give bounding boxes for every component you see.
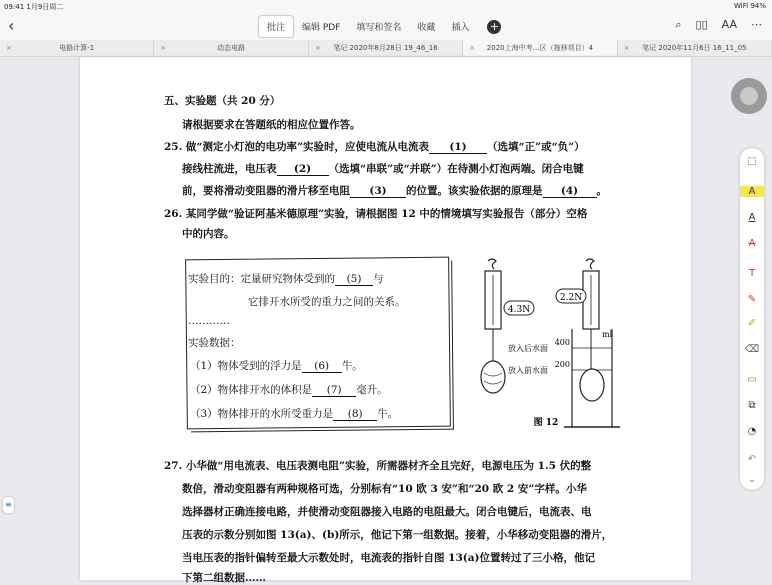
q27-line5: 当电压表的指针偏转至最大示数处时，电流表的指针自图 13(a)位置转过了三小格，他记 — [182, 552, 596, 564]
box-row-2: （2）物体排开水的体积是 (7) 毫升。 — [190, 384, 388, 396]
blank-1: (1) — [429, 141, 487, 154]
highlighter-icon[interactable]: ✐ — [747, 318, 757, 329]
document-tabs — [0, 40, 772, 57]
search-icon[interactable]: ⌕ — [675, 18, 682, 31]
pen-icon[interactable]: ✎ — [747, 294, 757, 305]
figure-12 — [460, 255, 640, 437]
undo-icon[interactable]: ↶ — [747, 454, 757, 465]
blank-3: (3) — [350, 185, 406, 198]
unit-label: ml — [602, 330, 613, 339]
q25-line3: 前，要将滑动变阻器的滑片移至电阻 (3) 的位置。该实验依据的原理是 (4) 。 — [182, 185, 607, 197]
tab-favorites[interactable]: 收藏 — [417, 23, 436, 33]
top-toolbar — [0, 12, 772, 40]
q27-line2: 数倍，滑动变阻器有两种规格可选，分别标有“10 欧 3 安”和“20 欧 2 安”字样。小华 — [182, 483, 587, 495]
blank-2: (2) — [277, 163, 329, 176]
doc-tab-active[interactable]: × 2020上海中考…区（拖移项目）4 — [463, 40, 617, 56]
text-box-icon[interactable]: T — [748, 268, 756, 279]
status-right — [734, 2, 766, 10]
floating-assistive-button[interactable] — [731, 78, 767, 114]
tab-annotate[interactable]: 批注 — [258, 15, 294, 38]
box-row-1: （1）物体受到的浮力是 (6) 牛。 — [190, 360, 363, 372]
collapse-icon[interactable]: ⌄ — [747, 474, 757, 485]
doc-tab[interactable]: × 笔记 2020年8月28日 19_46_16 — [309, 40, 463, 56]
q25-line1: 25. 做“测定小灯泡的电功率”实验时，应使电流从电流表 (1) （选填“正”或“负”） — [164, 141, 585, 153]
box-purpose-cont: 它排开水所受的重力之间的关系。 — [248, 296, 406, 308]
blank-8: (8) — [333, 408, 377, 421]
close-icon[interactable]: × — [160, 44, 167, 52]
close-icon[interactable]: × — [469, 44, 476, 52]
lasso-icon[interactable]: ⬚ — [747, 156, 757, 167]
q27-line4: 压表的示数分别如图 13(a)、(b)所示，他记下第一组数据。接着，小华移动变阻器的滑片， — [182, 529, 613, 541]
stamp-icon[interactable]: ◔ — [747, 426, 757, 437]
after-water-value: 400 — [554, 338, 570, 347]
blank-4: (4) — [543, 185, 597, 198]
q26-line2: 中的内容。 — [182, 228, 235, 240]
sidebar-handle[interactable]: ≡ — [3, 497, 14, 513]
annotation-toolbar — [740, 148, 764, 490]
pdf-page[interactable] — [80, 57, 691, 584]
before-water-value: 200 — [554, 360, 570, 369]
box-purpose: 实验目的：定量研究物体受到的 (5) 与 — [188, 273, 384, 285]
eraser-icon[interactable]: ⌫ — [744, 344, 760, 355]
left-hook-icon — [488, 259, 496, 269]
q27-line3: 选择器材正确连接电路，并使滑动变阻器接入电路的电阻最大。闭合电键后，电流表、电 — [182, 506, 592, 518]
before-water-label: 放入前水面 — [508, 366, 548, 375]
status-time: 09:41 1月9日周二 — [4, 3, 64, 11]
q27-line1: 27. 小华做“用电流表、电压表测电阻”实验，所需器材齐全且完好，电源电压为 1.5 伏的整 — [164, 460, 592, 472]
wifi-icon: WiFi — [734, 2, 749, 10]
right-object — [580, 369, 604, 401]
comment-icon[interactable]: ▭ — [747, 374, 757, 385]
close-icon[interactable]: × — [623, 44, 630, 52]
tab-edit-pdf[interactable]: 编辑 PDF — [302, 23, 341, 33]
q27-line6: 下第二组数据…… — [182, 572, 266, 584]
add-tab-button[interactable]: + — [487, 20, 501, 34]
shapes-icon[interactable]: ⧉ — [748, 400, 756, 411]
box-row-3: （3）物体排开的水所受重力是 (8) 牛。 — [190, 408, 399, 420]
section-title: 五、实验题（共 20 分） — [164, 95, 281, 107]
box-dots: ………… — [188, 315, 230, 327]
more-icon[interactable]: ⋯ — [751, 18, 762, 31]
doc-tab[interactable]: × 动态电路 — [154, 40, 308, 56]
blank-6: (6) — [302, 360, 342, 373]
text-size-icon[interactable]: AA — [721, 18, 737, 31]
strikethrough-text-icon[interactable]: A — [748, 238, 756, 249]
box-data-label: 实验数据： — [188, 337, 241, 349]
blank-5: (5) — [335, 273, 373, 286]
close-icon[interactable]: × — [314, 44, 321, 52]
q25-line2: 接线柱流进，电压表 (2) （选填“串联”或“并联”）在待测小灯泡两端。闭合电键 — [182, 163, 584, 175]
tab-insert[interactable]: 插入 — [451, 23, 470, 33]
back-button[interactable]: ‹ — [8, 16, 15, 35]
figure-caption: 图 12 — [533, 418, 559, 428]
tab-fill-sign[interactable]: 填写和签名 — [356, 23, 402, 33]
doc-tab[interactable]: × 笔记 2020年11月6日 16_11_05 — [618, 40, 772, 56]
toolbar-right — [675, 18, 762, 32]
book-icon[interactable]: ▯▯ — [695, 18, 708, 31]
force-value-right: 2.2N — [559, 293, 583, 303]
battery-level: 94% — [750, 2, 766, 10]
force-value-left: 4.3N — [507, 305, 531, 315]
blank-7: (7) — [312, 384, 356, 397]
doc-tab[interactable]: × 电路计算-1 — [0, 40, 154, 56]
after-water-label: 放入后水面 — [508, 344, 548, 353]
close-icon[interactable]: × — [6, 44, 12, 52]
right-hook-icon — [586, 259, 594, 269]
instruction: 请根据要求在答题纸的相应位置作答。 — [182, 119, 361, 131]
mode-tabs — [258, 15, 501, 38]
q26-line1: 26. 某同学做“验证阿基米德原理”实验，请根据图 12 中的情境填写实验报告（部分）空格 — [164, 208, 588, 220]
status-bar — [0, 0, 772, 12]
highlight-text-icon[interactable]: A — [740, 186, 764, 197]
underline-text-icon[interactable]: A — [748, 212, 756, 223]
left-object — [481, 361, 505, 393]
